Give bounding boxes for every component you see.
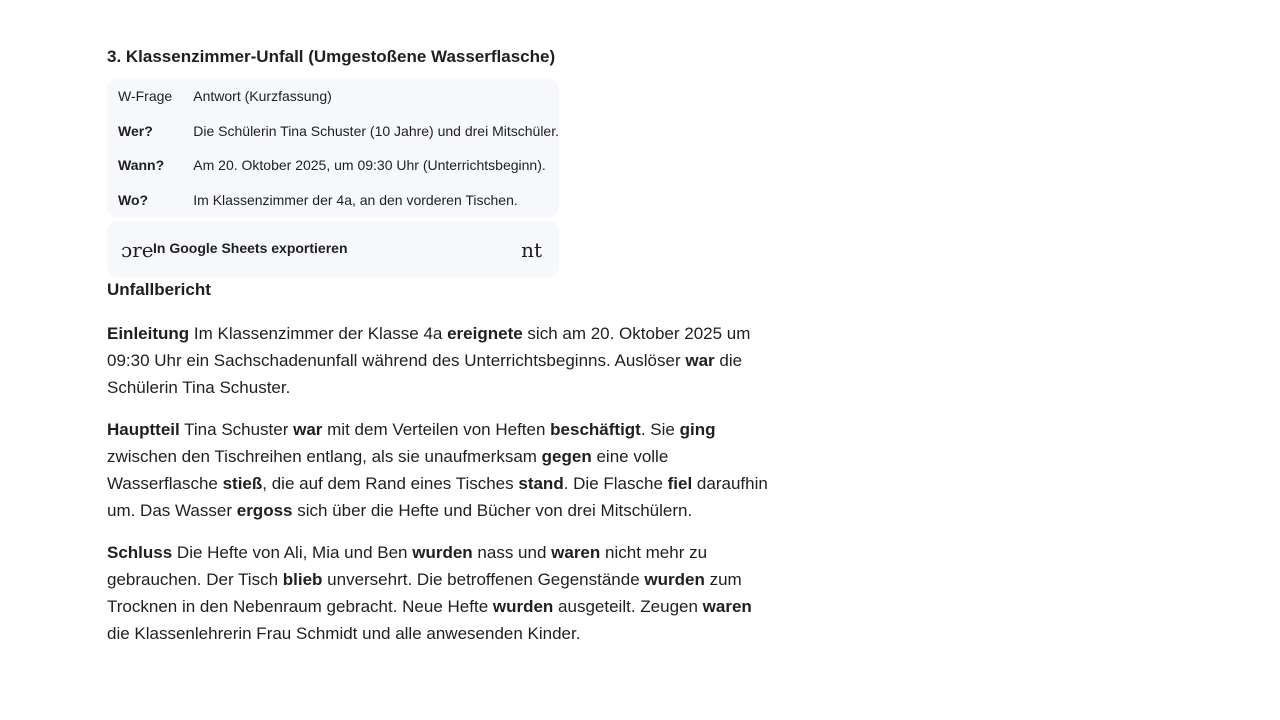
- text-run: sich am 20. Oktober 2025 um 09:30 Uhr ein Sachschadenunfall während des Unterrichtsbeginns. Auslöser: [107, 324, 751, 370]
- text-run: daraufhin um. Das Wasser: [107, 474, 768, 520]
- paragraph-intro: [107, 320, 779, 401]
- paragraph-main: [107, 416, 779, 524]
- bold-term: fiel: [667, 474, 693, 493]
- bold-term: blieb: [282, 570, 323, 589]
- text-run: , die auf dem Rand eines Tisches: [262, 474, 519, 493]
- text-run: die Schülerin Tina Schuster.: [107, 351, 743, 397]
- question-cell: Wann?: [118, 157, 165, 174]
- bold-term: stand: [518, 474, 564, 493]
- text-run: unversehrt. Die betroffenen Gegenstände: [322, 570, 645, 589]
- text-run: Im Klassenzimmer der Klasse 4a: [189, 324, 448, 343]
- bold-term: waren: [702, 597, 752, 616]
- bold-term: war: [293, 420, 323, 439]
- header-antwort: Antwort (Kurzfassung): [193, 88, 332, 105]
- bold-term: gegen: [541, 447, 592, 466]
- w-questions-table: [107, 79, 559, 217]
- bold-term: beschäftigt: [550, 420, 641, 439]
- export-bar: [107, 221, 559, 277]
- bold-term: ereignete: [447, 324, 523, 343]
- table-row: [107, 183, 559, 218]
- bold-term: waren: [551, 543, 601, 562]
- bold-term: ergoss: [236, 501, 293, 520]
- header-w-frage: W-Frage: [118, 88, 173, 105]
- report-title: Unfallbericht: [107, 280, 211, 299]
- bold-term: wurden: [412, 543, 473, 562]
- text-run: . Die Flasche: [563, 474, 668, 493]
- text-run: zum Trocknen in den Nebenraum gebracht. Neue Hefte: [107, 570, 742, 616]
- text-run: sich über die Hefte und Bücher von drei Mitschülern.: [292, 501, 693, 520]
- answer-cell: Die Schülerin Tina Schuster (10 Jahre) und drei Mitschüler.: [193, 122, 559, 139]
- section-heading: 3. Klassenzimmer-Unfall (Umgestoßene Wasserflasche): [107, 47, 556, 66]
- export-to-sheets-button[interactable]: In Google Sheets exportieren: [153, 240, 348, 256]
- question-cell: Wer?: [118, 122, 153, 139]
- table-row: [107, 114, 559, 149]
- export-left-glyph-icon: ɔre: [121, 238, 154, 262]
- bold-term: wurden: [492, 597, 554, 616]
- question-cell: Wo?: [118, 191, 149, 208]
- answer-cell: Am 20. Oktober 2025, um 09:30 Uhr (Unterrichtsbeginn).: [193, 157, 546, 174]
- text-run: zwischen den Tischreihen entlang, als sie unaufmerksam: [107, 447, 542, 466]
- bold-term: Hauptteil: [107, 420, 180, 439]
- text-run: nass und: [472, 543, 552, 562]
- bold-term: war: [685, 351, 715, 370]
- table-row: [107, 148, 559, 183]
- text-run: nicht mehr zu gebrauchen. Der Tisch: [107, 543, 708, 589]
- text-run: mit dem Verteilen von Heften: [322, 420, 551, 439]
- bold-term: Schluss: [107, 543, 173, 562]
- export-right-glyph-icon: nt: [521, 238, 542, 262]
- paragraph-conclusion: [107, 539, 779, 647]
- text-run: Die Hefte von Ali, Mia und Ben: [172, 543, 413, 562]
- text-run: Tina Schuster: [179, 420, 294, 439]
- bold-term: stieß: [222, 474, 263, 493]
- answer-cell: Im Klassenzimmer der 4a, an den vorderen Tischen.: [193, 191, 518, 208]
- bold-term: Einleitung: [107, 324, 190, 343]
- text-run: eine volle Wasserflasche: [107, 447, 669, 493]
- text-run: die Klassenlehrerin Frau Schmidt und alle anwesenden Kinder.: [107, 624, 581, 643]
- text-run: ausgeteilt. Zeugen: [553, 597, 703, 616]
- bold-term: ging: [679, 420, 716, 439]
- table-header-row: [107, 79, 559, 114]
- bold-term: wurden: [644, 570, 705, 589]
- text-run: . Sie: [640, 420, 680, 439]
